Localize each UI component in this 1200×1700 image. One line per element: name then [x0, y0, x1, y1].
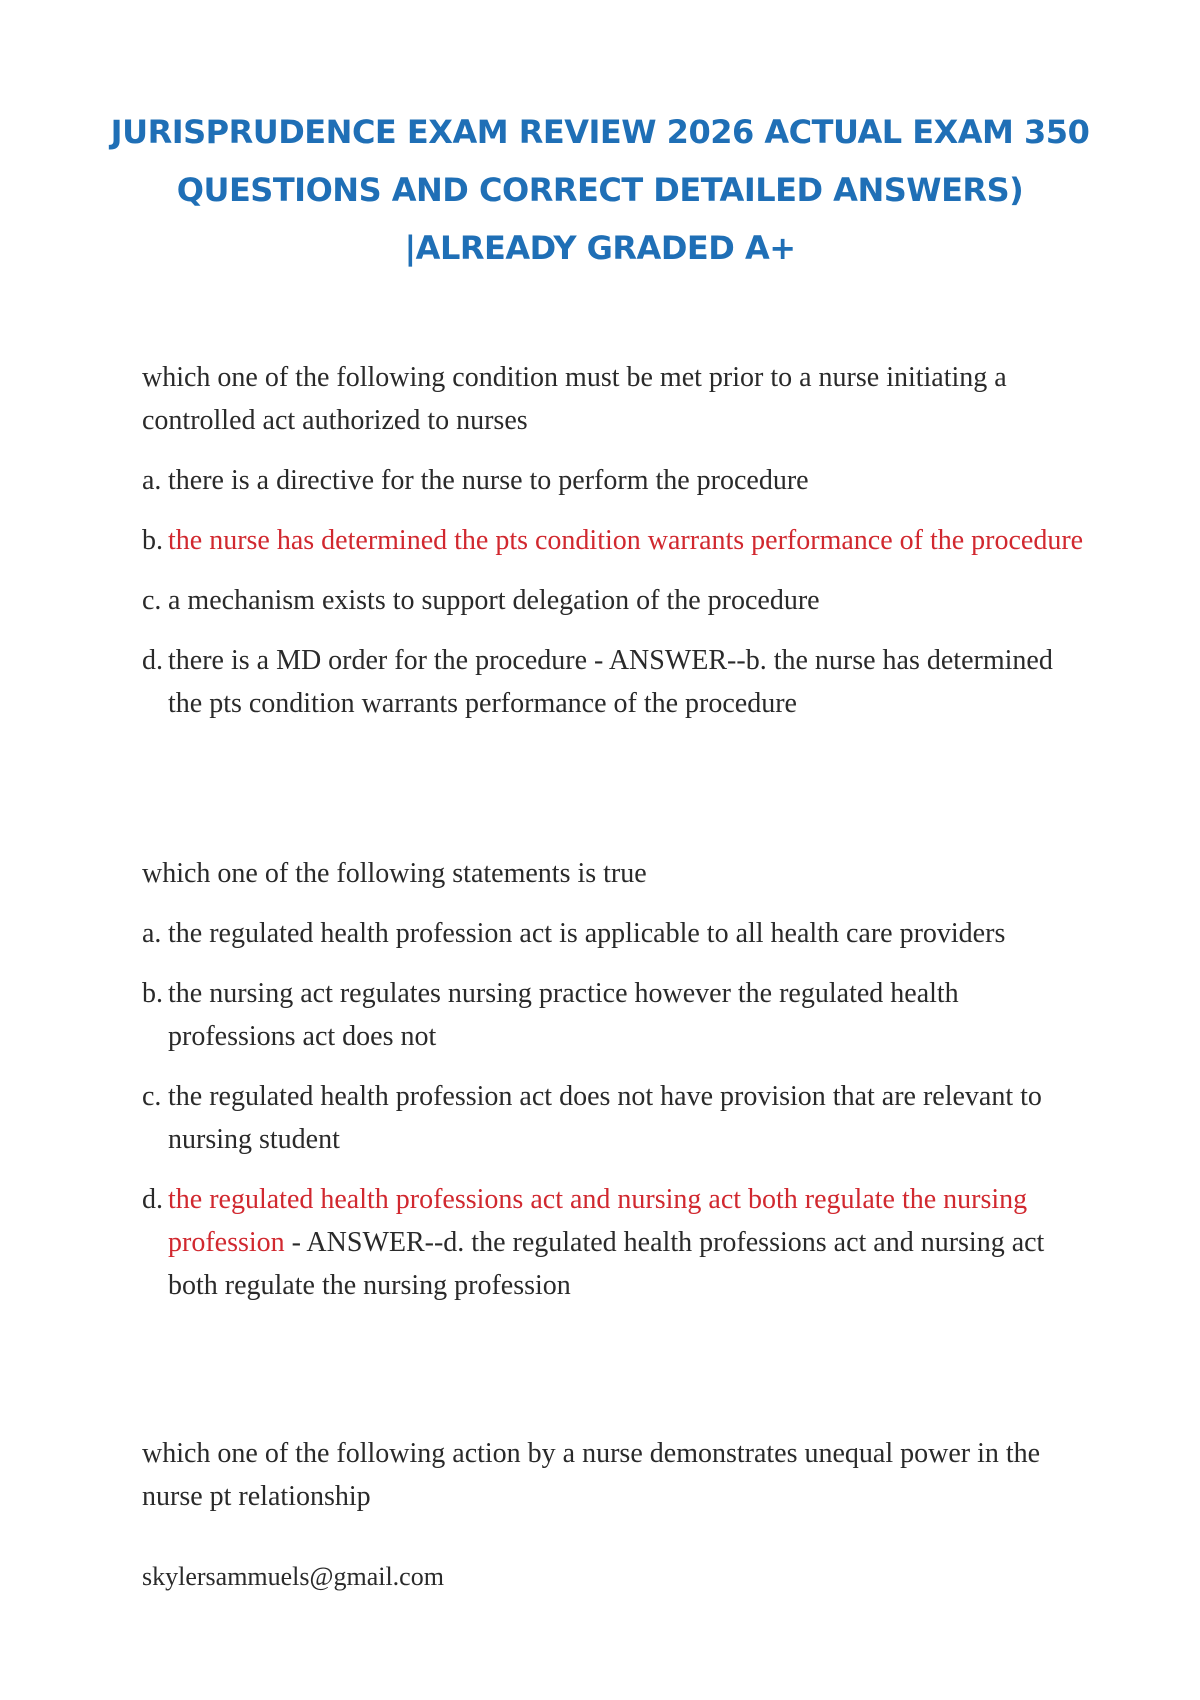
correct-option-text: the nurse has determined the pts condition warrants performance of the procedure: [168, 525, 1084, 556]
question-2-option-b: [142, 972, 1090, 1058]
option-text: the nursing act regulates nursing practice however the regulated health professions act does not: [168, 978, 959, 1052]
option-letter: a.: [142, 465, 162, 496]
question-2-option-c: [142, 1075, 1090, 1161]
option-letter: b.: [142, 525, 163, 556]
title-line-2: QUESTIONS AND CORRECT DETAILED ANSWERS): [176, 171, 1024, 210]
option-text: the regulated health profession act does not have provision that are relevant to nursing student: [168, 1081, 1042, 1155]
option-letter: a.: [142, 918, 162, 949]
answer-text: - ANSWER--d. the regulated health professions act and nursing act both regulate the nursing profession: [168, 1227, 1045, 1301]
question-2-option-d: [142, 1178, 1090, 1307]
title-line-1: JURISPRUDENCE EXAM REVIEW 2026 ACTUAL EXAM 350: [110, 113, 1090, 152]
option-letter: c.: [142, 585, 162, 616]
footer-email: skylersammuels@gmail.com: [142, 1562, 444, 1591]
question-1: [142, 356, 1090, 725]
question-2-text: which one of the following statements is true: [142, 858, 647, 889]
question-1-option-c: [142, 579, 1090, 622]
option-letter: d.: [142, 1184, 163, 1215]
question-1-option-b: [142, 519, 1090, 562]
option-text: the regulated health profession act is applicable to all health care providers: [168, 918, 1006, 949]
option-text: there is a MD order for the procedure: [168, 645, 588, 676]
question-3: [142, 1432, 1090, 1518]
option-letter: c.: [142, 1081, 162, 1112]
option-letter: d.: [142, 645, 163, 676]
question-1-option-a: [142, 459, 1090, 502]
document-title: [100, 103, 1100, 277]
title-line-3: |ALREADY GRADED A+: [404, 229, 796, 268]
option-text: a mechanism exists to support delegation of the procedure: [168, 585, 820, 616]
question-1-text: which one of the following condition must be met prior to a nurse initiating a controlled act authorized to nurses: [142, 362, 1007, 436]
question-2-options: [142, 912, 1090, 1307]
question-3-text: which one of the following action by a nurse demonstrates unequal power in the nurse pt relationship: [142, 1438, 1041, 1512]
question-1-option-d: [142, 639, 1090, 725]
answer-text: - ANSWER--b. the nurse has determined the pts condition warrants performance of the procedure: [168, 645, 1053, 719]
question-1-options: [142, 459, 1090, 725]
question-2-option-a: [142, 912, 1090, 955]
option-letter: b.: [142, 978, 163, 1009]
option-text: there is a directive for the nurse to perform the procedure: [168, 465, 809, 496]
correct-option-text: the regulated health professions act and nursing act both regulate the nursing profession: [168, 1184, 1028, 1258]
question-2: [142, 852, 1090, 1307]
